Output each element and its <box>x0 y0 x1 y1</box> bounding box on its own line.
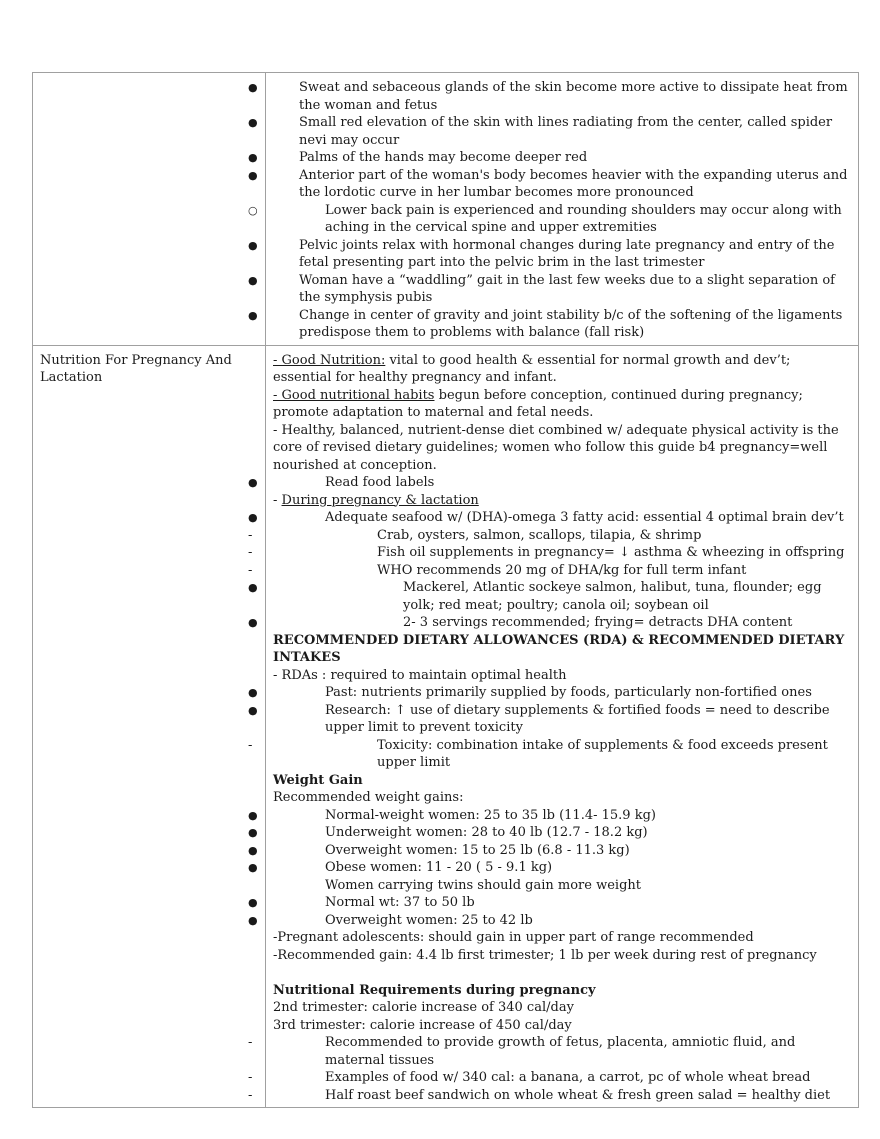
list-item: - Examples of food w/ 340 cal: a banana, a carrot, pc of whole wheat bread <box>273 1069 851 1087</box>
list-item: ● Obese women: 11 - 20 ( 5 - 9.1 kg) <box>273 859 851 877</box>
bullet-list <box>273 807 851 877</box>
bullet-list <box>273 474 851 492</box>
weight-gain-heading: Weight Gain <box>273 772 363 788</box>
list-item: ● Pelvic joints relax with hormonal changes during late pregnancy and entry of the fetal presenting part into the pelvic brim in the last trimester <box>273 237 851 272</box>
good-habits-text: begun before conception, continued during pregnancy; promote adaptation to maternal and fetal needs. <box>273 387 803 420</box>
good-habits-paragraph <box>273 387 851 422</box>
dash-prefix: - <box>273 492 282 508</box>
recommended-gain-note: -Recommended gain: 4.4 lb first trimester; 1 lb per week during rest of pregnancy <box>273 947 817 963</box>
sub-sub-list-item: ● 2- 3 servings recommended; frying= detracts DHA content <box>273 614 851 632</box>
spacer <box>273 964 851 982</box>
third-trimester-note: 3rd trimester: calorie increase of 450 cal/day <box>273 1017 572 1033</box>
adolescents-note: -Pregnant adolescents: should gain in upper part of range recommended <box>273 930 754 945</box>
requirements-heading: Nutritional Requirements during pregnancy <box>273 982 596 998</box>
topic-cell <box>33 73 266 346</box>
table-row <box>33 73 859 346</box>
list-item: ● Adequate seafood w/ (DHA)-omega 3 fatty acid: essential 4 optimal brain dev’t <box>273 509 851 527</box>
list-item: - Recommended to provide growth of fetus, placenta, amniotic fluid, and maternal tissues <box>273 1034 851 1069</box>
list-item: ● Past: nutrients primarily supplied by foods, particularly non-fortified ones <box>273 684 851 702</box>
good-habits-label: - Good nutritional habits <box>273 387 435 403</box>
list-item: ● Overweight women: 25 to 42 lb <box>273 912 851 930</box>
rda-heading: RECOMMENDED DIETARY ALLOWANCES (RDA) & RECOMMENDED DIETARY INTAKES <box>273 632 845 665</box>
bullet-list <box>273 684 851 772</box>
rda-definition: - RDAs : required to maintain optimal health <box>273 667 567 683</box>
healthy-diet-paragraph: - Healthy, balanced, nutrient-dense diet combined w/ adequate physical activity is the core of revised dietary guidelines; women who follow this guide b4 pregnancy=well nourished at conception. <box>273 422 839 473</box>
list-item: ● Normal-weight women: 25 to 35 lb (11.4- 15.9 kg) <box>273 807 851 825</box>
sub-list-item: ○ Lower back pain is experienced and rounding shoulders may occur along with aching in the cervical spine and upper extremities <box>273 202 851 237</box>
sub-sub-list-item: ● Mackerel, Atlantic sockeye salmon, halibut, tuna, flounder; egg yolk; red meat; poultry; canola oil; soybean oil <box>273 579 851 614</box>
list-item: ● Underweight women: 28 to 40 lb (12.7 - 18.2 kg) <box>273 824 851 842</box>
list-item: ● Research: ↑ use of dietary supplements & fortified foods = need to describe upper limit to prevent toxicity <box>273 702 851 737</box>
sub-list-item: - Crab, oysters, salmon, scallops, tilapia, & shrimp <box>273 527 851 545</box>
bullet-list <box>273 509 851 632</box>
during-pregnancy-label: During pregnancy & lactation <box>281 492 479 508</box>
list-item: ● Small red elevation of the skin with lines radiating from the center, called spider nevi may occur <box>273 114 851 149</box>
bullet-list <box>273 894 851 929</box>
list-item: ● Palms of the hands may become deeper red <box>273 149 851 167</box>
weight-gain-intro: Recommended weight gains: <box>273 790 464 805</box>
good-nutrition-text: vital to good health & essential for normal growth and dev’t; essential for healthy pregnancy and infant. <box>273 352 791 385</box>
list-item: - Half roast beef sandwich on whole wheat & fresh green salad = healthy diet <box>273 1087 851 1105</box>
during-pregnancy-heading <box>273 492 851 510</box>
list-item: ● Read food labels <box>273 474 851 492</box>
list-item: ● Anterior part of the woman's body becomes heavier with the expanding uterus and the lordotic curve in her lumbar becomes more pronounced <box>273 167 851 202</box>
list-item: ● Sweat and sebaceous glands of the skin become more active to dissipate heat from the woman and fetus <box>273 79 851 114</box>
list-item: ● Change in center of gravity and joint stability b/c of the softening of the ligaments predispose them to problems with balance (fall risk) <box>273 307 851 342</box>
content-cell <box>266 345 859 1108</box>
good-nutrition-paragraph <box>273 352 851 387</box>
twins-note: Women carrying twins should gain more weight <box>325 877 641 893</box>
list-item: ● Normal wt: 37 to 50 lb <box>273 894 851 912</box>
dash-list <box>273 1034 851 1104</box>
sub-list-item: - WHO recommends 20 mg of DHA/kg for full term infant <box>273 562 851 580</box>
good-nutrition-label: - Good Nutrition: <box>273 352 386 368</box>
notes-table <box>32 72 859 1108</box>
sub-list-item: - Fish oil supplements in pregnancy= ↓ asthma & wheezing in offspring <box>273 544 851 562</box>
list-item: ● Woman have a “waddling” gait in the last few weeks due to a slight separation of the symphysis pubis <box>273 272 851 307</box>
second-trimester-note: 2nd trimester: calorie increase of 340 cal/day <box>273 1000 574 1015</box>
list-item: ● Overweight women: 15 to 25 lb (6.8 - 11.3 kg) <box>273 842 851 860</box>
topic-cell <box>33 345 266 1108</box>
bullet-list <box>273 79 851 342</box>
table-row <box>33 345 859 1108</box>
content-cell <box>266 73 859 346</box>
topic-label: Nutrition For Pregnancy And Lactation <box>40 352 232 385</box>
sub-list-item: - Toxicity: combination intake of supplements & food exceeds present upper limit <box>273 737 851 772</box>
